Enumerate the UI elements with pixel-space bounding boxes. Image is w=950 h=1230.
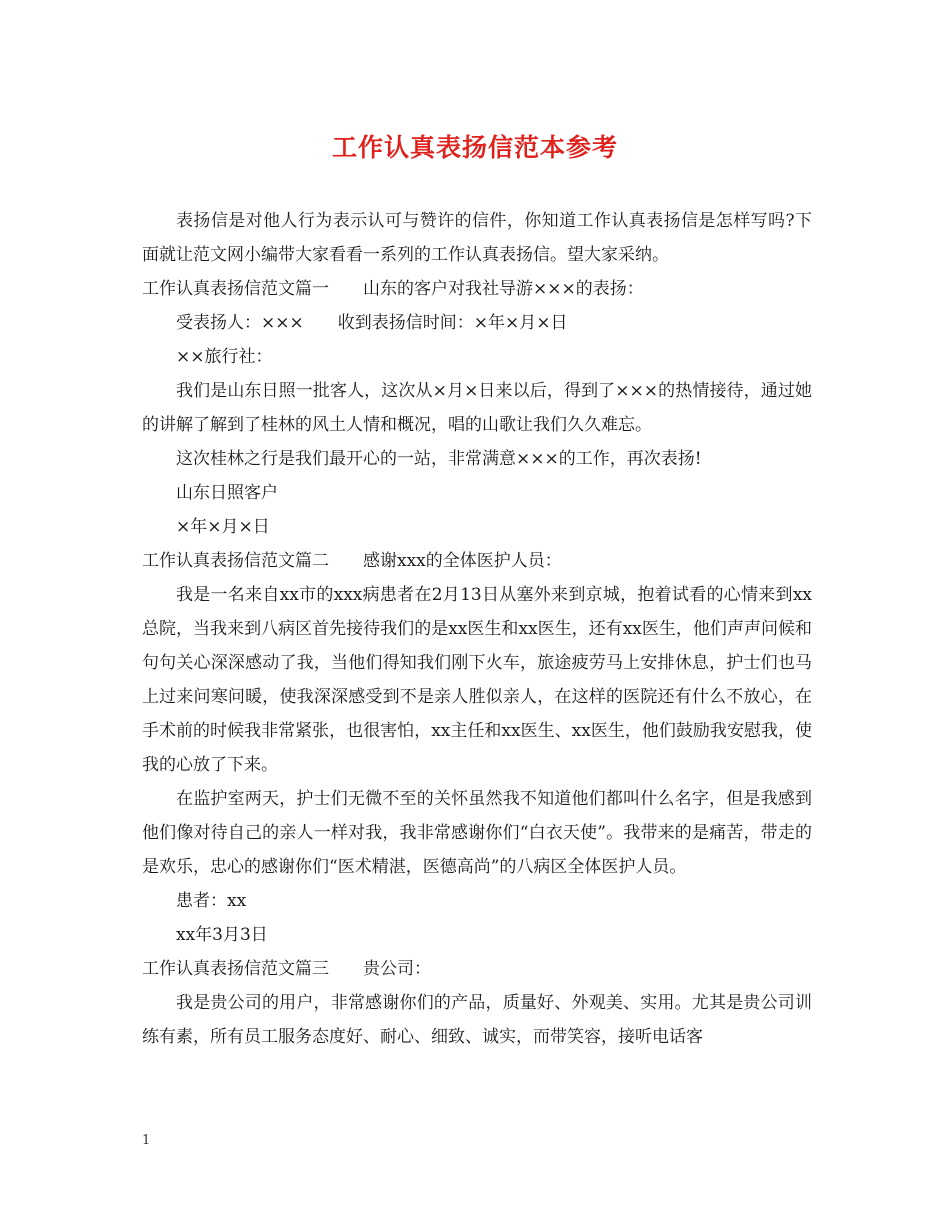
- section-heading-3: 工作认真表扬信范文篇三 贵公司：: [142, 959, 431, 979]
- page-number: 1: [142, 1133, 151, 1148]
- intro-paragraph: 表扬信是对他人行为表示认可与赞许的信件，你知道工作认真表扬信是怎样写吗?下面就让范文网小编带大家看看一系列的工作认真表扬信。望大家采纳。: [142, 211, 812, 265]
- letter1-body: 我们是山东日照一批客人，这次从×月×日来以后，得到了×××的热情接待，通过她的讲解了解到了桂林的风土人情和概况，唱的山歌让我们久久难忘。: [142, 381, 812, 435]
- letter2-date: xx年3月3日: [176, 925, 268, 945]
- letter3-body: 我是贵公司的用户，非常感谢你们的产品，质量好、外观美、实用。尤其是贵公司训练有素，所有员工服务态度好、耐心、细致、诚实，而带笑容，接听电话客: [142, 993, 812, 1047]
- letter2-body-2: 在监护室两天，护士们无微不至的关怀虽然我不知道他们都叫什么名字，但是我感到他们像对待自己的亲人一样对我，我非常感谢你们“白衣天使”。我带来的是痛苦，带走的是欢乐，忠心的感谢你们“医术精湛，医德高尚”的八病区全体医护人员。: [142, 789, 812, 877]
- letter2-signature: 患者：xx: [176, 891, 247, 911]
- document-body: [142, 204, 812, 1054]
- section-heading-1: 工作认真表扬信范文篇一 山东的客户对我社导游×××的表扬：: [142, 279, 644, 299]
- letter1-closing: 这次桂林之行是我们最开心的一站，非常满意×××的工作，再次表扬!: [176, 449, 702, 469]
- section-heading-2: 工作认真表扬信范文篇二 感谢xxx的全体医护人员：: [142, 551, 562, 571]
- document-title: 工作认真表扬信范本参考: [331, 133, 618, 162]
- letter1-signature: 山东日照客户: [176, 483, 278, 503]
- salutation: ××旅行社：: [176, 347, 273, 367]
- letter1-date: ×年×月×日: [176, 517, 270, 537]
- letter2-body-1: 我是一名来自xx市的xxx病患者在2月13日从塞外来到京城，抱着试看的心情来到xx总院，当我来到八病区首先接待我们的是xx医生和xx医生，还有xx医生，他们声声问候和句句关心深深感动了我，当他们得知我们刚下火车，旅途疲劳马上安排休息，护士们也马上过来问寒问暖，使我深深感受到不是亲人胜似亲人，在这样的医院还有什么不放心，在手术前的时候我非常紧张，也很害怕，xx主任和xx医生、xx医生，他们鼓励我安慰我，使我的心放了下来。: [142, 585, 812, 775]
- recipient-line: 受表扬人：××× 收到表扬信时间：×年×月×日: [176, 313, 568, 333]
